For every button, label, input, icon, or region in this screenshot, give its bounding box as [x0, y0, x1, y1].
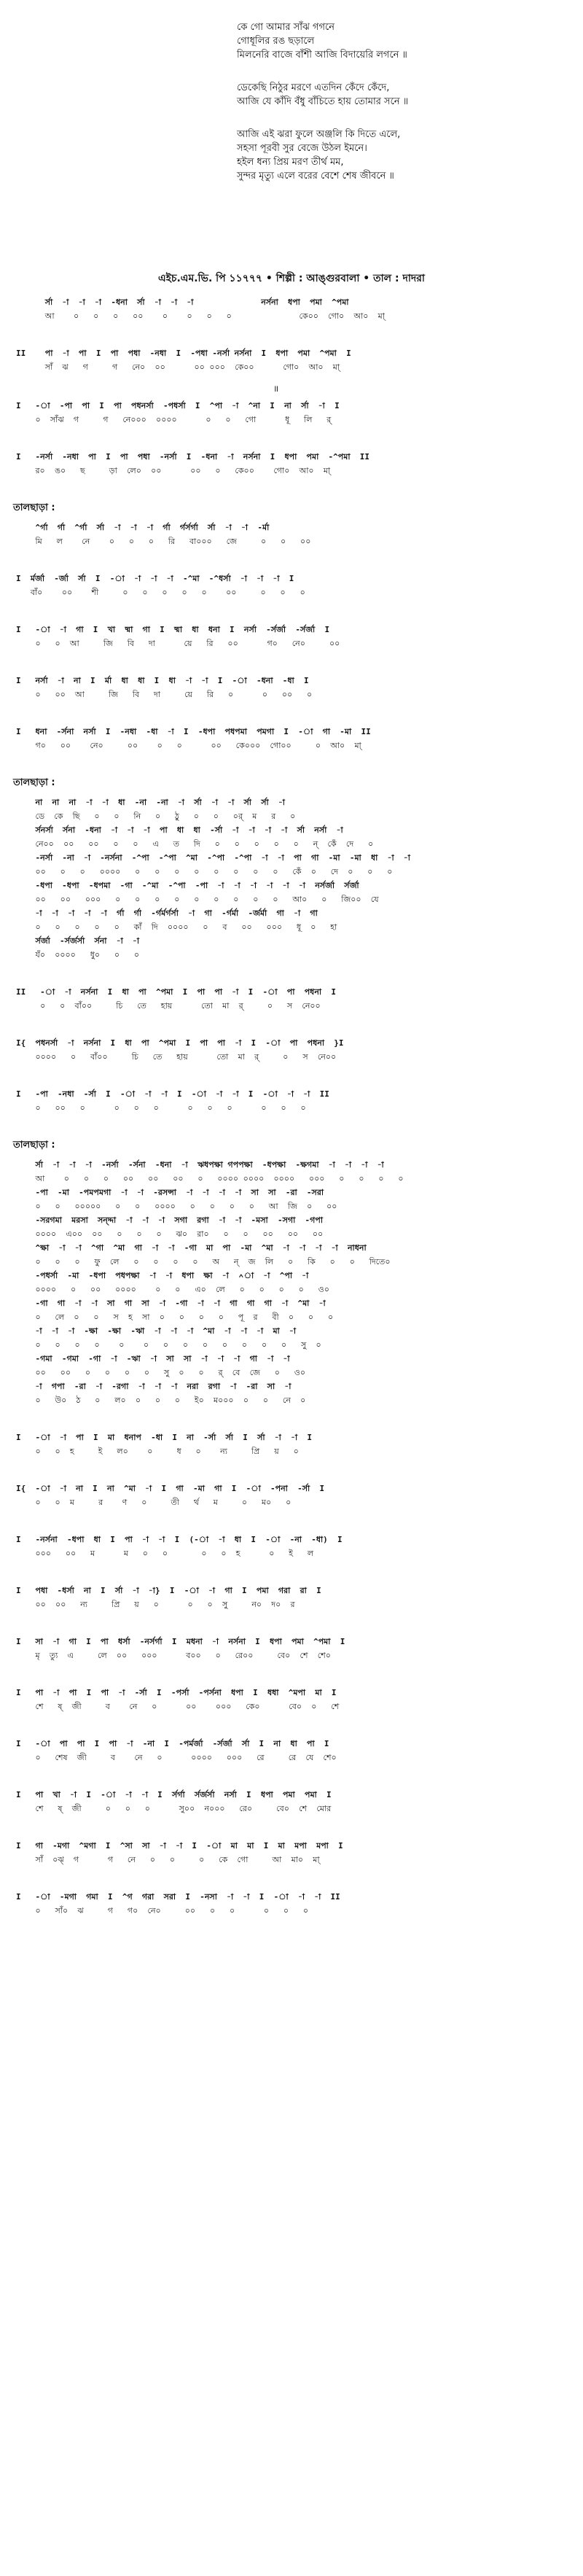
swara-line: I -নর্সনা -ধপা ধা I পা -া -া I (-া -া ধা I -া -না -ধা) I [16, 1535, 343, 1544]
swara-line: -া -া -া -া -া র্গা র্গা -র্গর্মর্গর্সা -া গা -র্গর্মা -র্জর্মা গা -া গা [16, 908, 318, 918]
notation-block [0, 346, 583, 374]
lyric-line: আ ০ ০ ০ ০০ ০০ ০০ ০ ০০০০ ০০০০ ০০০০ ০০০ ০ ০ ০ ০ [16, 1174, 404, 1183]
swara-line: র্সর্জা -র্সর্জর্সা র্সনা -া -া [16, 936, 140, 946]
notation-block [0, 1431, 583, 1458]
swara-line: -গা গা -া -া সা গা সা -া -গা -া -া গা গা গা -া ^মা -া [16, 1299, 326, 1308]
swara-line: -গমা -গমা -গা -া -ঋা -া সা সা -া -া -া গা -া -া [16, 1354, 290, 1363]
lyric-line: ০০০০ ০ ০০ ০০০০ ০ ০ এ০ লে ০ ০ ০ ০ ও০ [16, 1285, 329, 1294]
swara-line: I -পা -নধা -র্সা I -া -া -া I -া -া -া I -া -া -া II [16, 1089, 329, 1099]
lyric-line: ০ ০০ ০ ০ ০ ০ ০ ০ ০ ০ ০ ০ [16, 1103, 306, 1113]
lyric-line: ০ সাঁঝ গ গ নে০০০ ০০০০ ০ ০ গো ধূ লি র্ [16, 415, 332, 424]
swara-line: -নর্সা -না -া -নর্সনা -^পা -^পা ^মা -^পা -^পা -া -া পা গা -মা -মা ধা -া -া [16, 853, 410, 863]
lyric-line: ০ ০ হ ই ল০ ০ ধ ০ ন্য প্রি য় ০ [16, 1447, 299, 1456]
notation-block [0, 572, 583, 599]
swara-line: II -া -া নর্সনা I ধা পা ^পমা I পা পা -া I -া পা পধনা I [16, 987, 336, 997]
swara-line: I -া -া গা I খা ষ্মা গা I ষ্মা ধা ধনা I নর্সা -র্সর্জা -র্সর্জা I [16, 625, 330, 634]
poem-line: আজি এই ঝরা ফুলে অঞ্জলি কি দিতে এলে, [237, 129, 401, 140]
swara-line: র্সা -া -া -া -নর্সা -র্সনা -ধনা -া ঋধপক্ষা গপপক্ষা -ধপক্ষা -ক্ষগমা -া -া -া -া [16, 1160, 384, 1170]
swara-line: -পা -মা -পমপমগা -া -া -রসন্সা -া -া -া -া সা সা -রা -সরা [16, 1188, 324, 1197]
lyric-line: ০ ০ ০০০০০ ০ ০ ০০০০ ০ ০ ০ ০ আ জি ০ ০০ [16, 1202, 337, 1211]
notation-block [0, 383, 583, 427]
notation-block [0, 1087, 583, 1115]
swara-line: I -া পা পা I পা -া -না I -পর্মর্জা -র্সর্জা র্সা I না ধা পা I [16, 1739, 329, 1748]
lyric-line: ০ ০ ম র ণ ০ তী র্থ ম ০ ম০ ০ [16, 1498, 292, 1507]
lyric-line: ০ ০০ আ জি বি দা য়ে রি ০ ০ ০০ ০ [16, 690, 313, 699]
swara-line: I গা -মগা ^মগা I ^সা সা -া -া I -া মা মা I মা মপা মপা I [16, 1841, 343, 1851]
swara-line: -সরগমা মরসা সন্দ্দা -া -া -া সগা রগা -া -া -মসা -সগা -গপা [16, 1215, 324, 1225]
lyric-line: ০ উ০ ঠ ০ ল০ ০ ০ ০ ই০ ম০০০ ০ ০ নে ০ [16, 1396, 306, 1405]
notation-block [0, 1788, 583, 1816]
notation-block [0, 295, 583, 323]
swara-line: -ধপা -ধপা -ধপমা -গা -^মা -^পা -পা -া -া -া -া -া -া নর্সর্জা র্সর্জা [16, 881, 359, 890]
notation-block [0, 776, 583, 962]
lyric-line: সাঁ ঝ গ গ নে০ ০০ ০০ ০০০ কে০০ গো০ আ০ মা্ [16, 362, 340, 372]
lyric-line: ০ ০ ০ ০ ০ ০ ০ ০ ০ ০ ০ ০ ০ সু ০ [16, 1340, 321, 1350]
lyric-line: ০০০ ০০ ম ম ০ ০ ০ ০ হ ০ ই ল [16, 1549, 314, 1558]
poem-line: কে গো আমার সাঁঝ গগনে [237, 22, 334, 33]
swara-line: -পধর্সা -মা -ধপা পধপক্ষা -া -া ধপা ক্ষা -া ^া -া ^পা -া [16, 1271, 309, 1280]
swara-line: ^ক্ষা -া -া ^গা ^মা গা -া -া -গা মা পা -মা ^মা -া -া -া -া নাধনা [16, 1243, 367, 1253]
notation-block [0, 1533, 583, 1560]
swara-line: I পা খা -া I -া -া -া I র্সর্গা র্সর্জর্সা নর্সা I ধপা পমা পমা I [16, 1790, 332, 1799]
notation-block [0, 501, 583, 548]
lyric-line: ০ ০ ০ ফু লে ০ ০ ০ ০ অ ন্ জ লি ০ কি ০ ০ দিতে০ [16, 1257, 391, 1266]
poem-line: আজি যে কাঁদি বঁধু বাঁচিতে হায় তোমার সনে ॥ [237, 96, 409, 107]
lyric-line: শে ষ্ জী ০ ০ ০ সু০০ ন০০০ রে০ বে০ শে মোর [16, 1804, 332, 1813]
swara-line: I সা -া গা I পা ধর্সা -নর্সর্গা I মধনা -া নর্সনা I ধপা পমা ^পমা I [16, 1637, 345, 1646]
section-heading: তালছাড়া : [13, 1140, 55, 1151]
poem-line: সুন্দর মৃত্যু এলে বরের বেশে শেষ জীবনে ॥ [237, 171, 394, 182]
swara-line: II পা -া পা I পা পধা -নধা I -পধা -নর্সা নর্সনা I ধপা পমা ^পমা I [16, 349, 351, 358]
poem-line: হইল ধন্য প্রিয় মরণ তীর্থ মম, [237, 157, 344, 168]
swara-line: না না না -া -া ধা -না -না -া র্সা -া -া র্সা র্সা -া [16, 798, 285, 807]
notation-block [0, 623, 583, 650]
poem-lyrics [0, 20, 583, 202]
lyric-line: ০ শেষ জী ব নে ০ ০০০০ ০০০ রে রে যে শে০ [16, 1753, 337, 1762]
notation-block [0, 1584, 583, 1611]
notation-sheet [0, 295, 583, 1941]
swara-line: I ধনা -র্সনা নর্সা I -নধা -ধা -া I -ধপা পধপমা পমগা I -া গা -মা II [16, 727, 371, 736]
lyric-line: গ০ ০০ নে০ ০০ ০ ০ ০০ কে০০০ গো০০ ০ আ০ মা্ [16, 741, 361, 750]
lyric-line: র০ ঙ০ ছ ড়া লে০ ০০ ০০ ০ কে০০ গো০ আ০ মা্ [16, 466, 331, 475]
swara-line: র্সা -া -া -া -ধনা র্সা -া -া -া নর্সনা ধপা পমা ^পমা [16, 297, 349, 307]
lyric-line: ০ ০ ০ ০ ০ কাঁ দি ০০০০ ০ ব ০০ ০০০ ধূ ০ হা [16, 922, 337, 932]
lyric-line: যঁ০ ০০০০ ধু০ ০ ০ [16, 950, 140, 960]
notation-block [0, 1890, 583, 1918]
poem-line: গোধূলির রঙ ছড়ালে [237, 36, 315, 47]
lyric-line: ০০ ০০ ন্য প্রি য় ০ ০ ০ সু ন০ দ০ র [16, 1600, 295, 1609]
lyric-line: আ ০ ০ ০ ০০ ০ ০ ০ ০ কে০০ গো০ আ০ মা্ [16, 311, 385, 321]
lyric-line: ডে কে ছি ০ ০ নি ০ ঠু ০ ০ ০র্ ম র ০ [16, 812, 296, 821]
poem-stanza [0, 20, 583, 62]
lyric-line: ০০ ০০ ০ ০ ০ ০ সু ০ ০ র্ বে জে ০ ও০ [16, 1368, 306, 1377]
swara-line: I পা -া পা I পা -া -র্সা I -পর্সা -পর্সনা ধপা I ধধা ^মপা মা I [16, 1688, 337, 1697]
swara-line: I নর্সা -া না I র্মা ধা ধা I ধা -া -া I -া -ধনা -ধা I [16, 676, 309, 685]
poem-line: মিলনেরি বাজে বাঁশী আজি বিদায়েরি লগনে ॥ [237, 50, 407, 61]
poem-stanza [0, 128, 583, 183]
poem-line: সহসা পূরবী সুর বেজে উঠল ইমনে। [237, 143, 367, 154]
lyric-line: ০ লে ০ ০ স হ সা ০ ০ ০ ০ পূ র বী ০ ০ ০ [16, 1312, 334, 1322]
lyric-line: শে ষ্ জী ব নে ০ ০০ ০০০ কে০ বে০ ০ শে [16, 1702, 340, 1711]
swara-line: I -নর্সা -নধা পা I পা পধা -নর্সা I -ধনা -া নর্সনা I ধপা পমা -^পমা II [16, 452, 370, 462]
notation-block [0, 1138, 583, 1407]
lyric-line: ০ সাঁ০ ঝ গ গ০ নে০ ০০ ০ ০ ০ ০ ০ [16, 1906, 309, 1915]
notation-block [0, 1737, 583, 1764]
swara-line: -া গপা -রা -া -রগা -া -া -া নরা রগা -া -রা সা -া [16, 1382, 292, 1391]
swara-line: I{ -া -া না I না ^মা -া I গা -মা গা I -া -পনা -র্সা I [16, 1484, 325, 1493]
notation-block [0, 985, 583, 1013]
section-heading: তালছাড়া : [13, 777, 55, 788]
poem-stanza [0, 81, 583, 109]
lyric-line: ০০ ০ ০ ০০০০ ০ ০ ০ ০ ০ ০ ০ ০ কেঁ ০ দে ০ ০ ০ [16, 867, 393, 876]
swara-line: I -া -া পা I মা ধনাপ -ধা I না -র্সা র্সা I র্সা -া -া I [16, 1433, 313, 1442]
poem-line: ডেকেছি নিঠুর মরণে এতদিন কেঁদে কেঁদে, [237, 82, 390, 93]
lyric-line: মৃ ত্যু এ লে ০০ ০০০ ব০০ ০ রে০০ বে০ শে শে০ [16, 1651, 331, 1660]
notation-block [0, 1482, 583, 1509]
section-heading: তালছাড়া : [13, 502, 55, 513]
notation-block [0, 1635, 583, 1662]
notation-block [0, 1686, 583, 1713]
notation-block [0, 450, 583, 478]
notation-block [0, 674, 583, 701]
notation-block [0, 1839, 583, 1867]
lyric-line: ০০০০ ০ বাঁ০০ চি তে হায় তো মা র্ ০ স নে০০ [16, 1052, 337, 1062]
record-credit: এইচ.এম.ভি. পি ১১৭৭৭ • শিল্পী : আঙ্গুরবালা • তাল : দাদরা [158, 273, 425, 284]
swara-line: I র্মর্জা -র্জা র্সা I -া -া -া -া -^মা -^ধর্সা -া -া -া I [16, 574, 294, 583]
swara-line: I -া -মগা গমা I ^গ গরা সরা I -নসা -া -া I -া -া -া II [16, 1892, 340, 1902]
lyric-line: ০ ০ বাঁ০০ চি তে হায় তো মা র্ ০ স নে০০ [16, 1001, 321, 1011]
lyric-line: ০০০০ এ০০ ০০ ০ ০ ০ ঝ০ রা০ ০ ০ ০০ ০০ ০০ [16, 1229, 324, 1239]
repeat-marker: ॥ [273, 384, 279, 394]
lyric-line: নে০০ ০০ ০০ ০ ০ এ ত দি ০ ০ ০ ০ ০ ন্ কেঁ দে ০ [16, 839, 374, 849]
lyric-line: বাঁ০ ০০ শী ০ ০ ০ ০ ০ ০০ ০ ০ ০ [16, 588, 305, 597]
swara-line: I{ পধনর্সা -া নর্সনা I ধা পা ^পমা I পা পা -া I -া পা পধনা }I [16, 1038, 344, 1048]
swara-line: I -া -পা পা I পা পধনর্সা -পধর্সা I ^পা -া ^না I না র্সা -া I [16, 401, 340, 410]
swara-line: -া -া -া -ক্ষা -ক্ষা -ঋা -া -া -া ^মা -া -া -া মা -া [16, 1326, 297, 1336]
lyric-line: মি ল নে ০ ০ ০ রি বা০০০ জে ০ ০ ০০ [16, 537, 311, 546]
swara-line: I পধা -ধর্সা না I র্সা -া -া} I -া -া গা I পমা গরা রা I [16, 1586, 321, 1595]
notation-block [0, 1036, 583, 1064]
swara-line: র্সনর্সা র্সনা -ধনা -া -া -া পা ধা ধা -র্সা -া -া -া -া র্সা নর্সা -া [16, 825, 343, 835]
lyric-line: ০০ ০০ ০০০ ০ ০ ০ ০ ০ ০ ০ ০ ০ আ০ ০ জি০০ যে [16, 895, 379, 904]
notation-block [0, 725, 583, 752]
lyric-line: ০ ০ আ জি বি দা য়ে রি ০০ গ০ নে০ ০০ [16, 639, 340, 648]
swara-line: ^র্গা র্গা ^র্গা র্সা -া -া -া র্গা র্গর্সর্গা র্সা -া -া -র্মা [16, 523, 270, 532]
lyric-line: সাঁ ০ঝ্ গ গ নে ০ ০ ০ কে গো আ মা০ মা্ [16, 1855, 320, 1864]
